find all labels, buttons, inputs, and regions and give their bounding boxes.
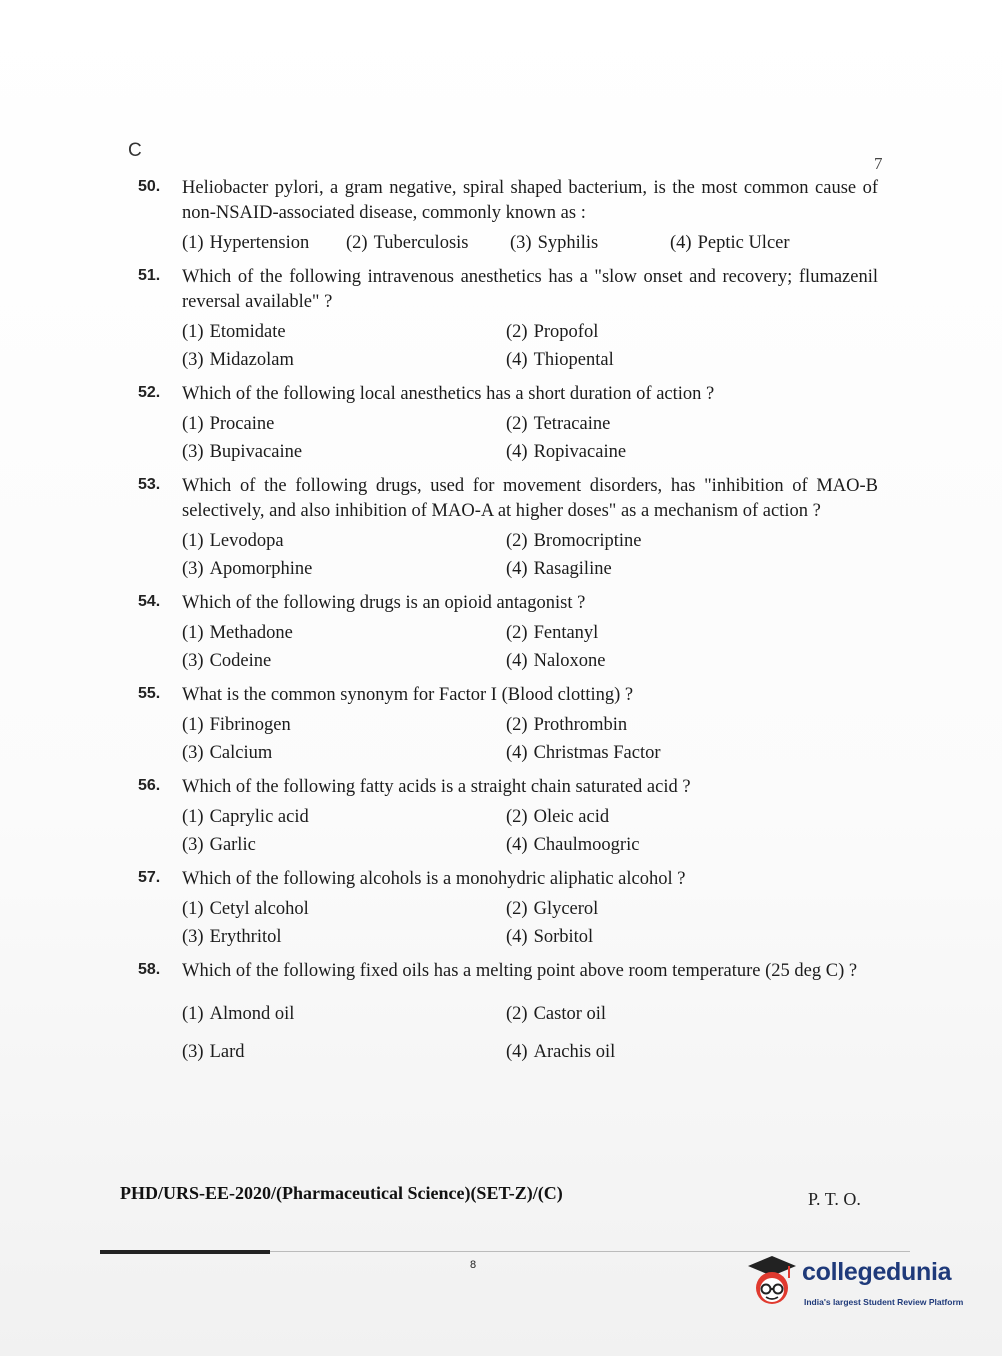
question-52 <box>138 382 878 464</box>
option-4: (4) Chaulmoogric <box>506 835 640 855</box>
option-3: (3) Calcium <box>182 743 273 763</box>
option-list <box>182 231 878 255</box>
question-50 <box>138 176 878 255</box>
question-text: Which of the following drugs, used for movement disorders, has "inhibition of MAO-B selectively, and also inhibition of MAO-A at higher doses" as a mechanism of action ? <box>182 476 878 521</box>
option-4: (4) Naloxone <box>506 651 606 671</box>
option-4: (4) Thiopental <box>506 350 614 370</box>
option-2: (2) Propofol <box>506 322 599 342</box>
option-2: (2) Castor oil <box>506 1004 607 1024</box>
question-number: 50. <box>138 178 161 195</box>
question-56 <box>138 775 878 857</box>
brand-tagline: India's largest Student Review Platform <box>804 1297 964 1307</box>
page-number-top: 7 <box>874 154 883 173</box>
question-text: Which of the following fixed oils has a melting point above room temperature (25 deg C) ? <box>182 961 858 981</box>
option-1: (1) Hypertension <box>182 233 310 253</box>
option-3: (3) Erythritol <box>182 927 282 947</box>
option-4: (4) Ropivacaine <box>506 442 627 462</box>
option-4: (4) Peptic Ulcer <box>670 233 790 253</box>
question-text: Which of the following alcohols is a monohydric aliphatic alcohol ? <box>182 869 686 889</box>
option-list <box>182 621 878 673</box>
option-list <box>182 1002 878 1064</box>
option-1: (1) Caprylic acid <box>182 807 309 827</box>
collegedunia-watermark <box>742 1252 978 1312</box>
option-3: (3) Bupivacaine <box>182 442 303 462</box>
set-letter: C <box>128 140 142 161</box>
option-list <box>182 320 878 372</box>
question-text: What is the common synonym for Factor I (Blood clotting) ? <box>182 685 634 705</box>
option-1: (1) Methadone <box>182 623 293 643</box>
question-number: 54. <box>138 593 161 610</box>
question-list <box>138 176 878 1074</box>
option-1: (1) Etomidate <box>182 322 286 342</box>
page-edge-rule <box>100 1250 270 1254</box>
option-2: (2) Tetracaine <box>506 414 611 434</box>
option-2: (2) Tuberculosis <box>346 233 469 253</box>
option-1: (1) Procaine <box>182 414 275 434</box>
option-1: (1) Fibrinogen <box>182 715 291 735</box>
question-text: Which of the following fatty acids is a straight chain saturated acid ? <box>182 777 691 797</box>
option-1: (1) Cetyl alcohol <box>182 899 309 919</box>
mascot-logo-icon <box>742 1252 800 1310</box>
question-text: Which of the following local anesthetics has a short duration of action ? <box>182 384 715 404</box>
option-2: (2) Bromocriptine <box>506 531 642 551</box>
question-54 <box>138 591 878 673</box>
page-number-bottom: 8 <box>470 1259 477 1271</box>
option-1: (1) Almond oil <box>182 1004 295 1024</box>
option-2: (2) Fentanyl <box>506 623 599 643</box>
option-list <box>182 529 878 581</box>
option-4: (4) Arachis oil <box>506 1042 616 1062</box>
question-number: 56. <box>138 777 161 794</box>
option-list <box>182 412 878 464</box>
brand-name: collegedunia <box>802 1258 952 1286</box>
option-3: (3) Lard <box>182 1042 245 1062</box>
question-number: 52. <box>138 384 161 401</box>
question-number: 53. <box>138 476 161 493</box>
option-list <box>182 805 878 857</box>
option-4: (4) Rasagiline <box>506 559 612 579</box>
question-51 <box>138 265 878 372</box>
option-4: (4) Christmas Factor <box>506 743 661 763</box>
option-3: (3) Syphilis <box>510 233 599 253</box>
question-text: Which of the following drugs is an opioid antagonist ? <box>182 593 586 613</box>
question-number: 51. <box>138 267 161 284</box>
question-text: Heliobacter pylori, a gram negative, spiral shaped bacterium, is the most common cause of non-NSAID-associated disease, commonly known as : <box>182 178 878 223</box>
question-57 <box>138 867 878 949</box>
option-2: (2) Oleic acid <box>506 807 610 827</box>
question-number: 55. <box>138 685 161 702</box>
option-list <box>182 713 878 765</box>
option-4: (4) Sorbitol <box>506 927 594 947</box>
option-list <box>182 897 878 949</box>
question-text: Which of the following intravenous anesthetics has a "slow onset and recovery; flumazenil reversal available" ? <box>182 267 878 312</box>
question-number: 58. <box>138 961 161 978</box>
option-3: (3) Garlic <box>182 835 256 855</box>
option-1: (1) Levodopa <box>182 531 284 551</box>
option-3: (3) Apomorphine <box>182 559 313 579</box>
option-3: (3) Midazolam <box>182 350 294 370</box>
option-2: (2) Glycerol <box>506 899 599 919</box>
paper-code: PHD/URS-EE-2020/(Pharmaceutical Science)(SET-Z)/(C) <box>120 1183 563 1203</box>
pto-label: P. T. O. <box>808 1189 861 1209</box>
question-58 <box>138 959 878 1064</box>
option-3: (3) Codeine <box>182 651 272 671</box>
question-number: 57. <box>138 869 161 886</box>
question-53 <box>138 474 878 581</box>
question-55 <box>138 683 878 765</box>
option-2: (2) Prothrombin <box>506 715 628 735</box>
